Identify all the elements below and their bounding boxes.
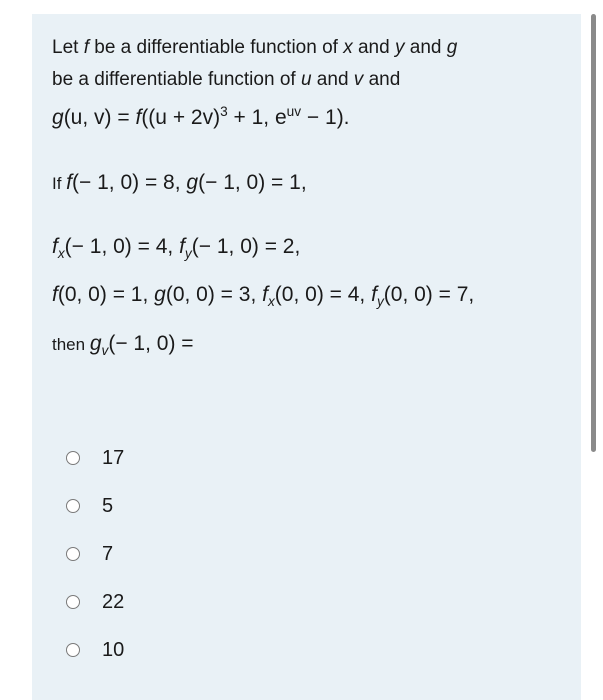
superscript: uv — [286, 104, 302, 119]
math-text: ((u + 2v) — [141, 106, 221, 129]
math-text: (− 1, 0) = — [108, 332, 194, 355]
option-label: 5 — [102, 494, 114, 517]
option-label: 22 — [102, 590, 125, 613]
text: be a differentiable function of — [52, 69, 301, 90]
text: If — [52, 174, 67, 193]
math-var: f — [52, 283, 58, 306]
math-text: + 1, e — [227, 106, 287, 129]
math-var: g — [154, 283, 166, 306]
option-10[interactable] — [66, 626, 124, 674]
math-text: (− 1, 0) = 4, — [64, 235, 180, 258]
math-text: (u, v) — [63, 106, 112, 129]
math-var: x — [343, 37, 353, 58]
question-line-3-definition — [52, 100, 350, 130]
math-text: (0, 0) = 3, — [165, 283, 263, 306]
math-var: u — [300, 69, 312, 90]
text: and — [311, 69, 354, 90]
radio-button-icon[interactable] — [66, 595, 80, 609]
question-line-4 — [52, 171, 307, 196]
math-text: (− 1, 0) = 8, — [72, 171, 187, 194]
math-var: g — [186, 171, 199, 194]
math-var: f — [66, 171, 73, 194]
math-text: (0, 0) = 7, — [383, 283, 475, 306]
math-text: (− 1, 0) = 1, — [198, 171, 307, 194]
math-var: g — [89, 332, 102, 355]
subscript: y — [376, 294, 384, 310]
option-5[interactable] — [66, 482, 124, 530]
radio-button-icon[interactable] — [66, 643, 80, 657]
math-var: y — [394, 37, 405, 58]
text: and — [363, 69, 401, 90]
subscript: v — [101, 343, 109, 359]
math-text: (0, 0) = 4, — [274, 283, 372, 306]
math-text: − 1). — [301, 106, 350, 129]
superscript: 3 — [220, 104, 228, 119]
text: and — [352, 37, 395, 58]
radio-button-icon[interactable] — [66, 499, 80, 513]
scrollbar[interactable] — [591, 14, 596, 452]
option-label: 7 — [102, 542, 114, 565]
radio-button-icon[interactable] — [66, 547, 80, 561]
option-label: 17 — [102, 446, 125, 469]
subscript: x — [267, 294, 275, 310]
question-line-2 — [52, 68, 400, 92]
math-var: g — [446, 37, 458, 58]
question-card — [32, 14, 581, 700]
math-text: (0, 0) = 1, — [57, 283, 155, 306]
text: be a differentiable function of — [88, 37, 344, 58]
text: Let — [52, 37, 84, 58]
math-text: = — [111, 106, 136, 129]
text: and — [404, 37, 447, 58]
math-var: f — [179, 235, 185, 258]
math-var: f — [52, 235, 58, 258]
option-17[interactable] — [66, 434, 124, 482]
question-line-5 — [52, 235, 300, 266]
answer-options — [66, 434, 124, 674]
radio-button-icon[interactable] — [66, 451, 80, 465]
option-22[interactable] — [66, 578, 124, 626]
question-line-6 — [52, 283, 474, 314]
option-7[interactable] — [66, 530, 124, 578]
question-line-7-prompt — [52, 332, 194, 363]
subscript: x — [57, 246, 65, 262]
math-var: f — [83, 37, 89, 58]
math-var: v — [353, 69, 364, 90]
math-text: (− 1, 0) = 2, — [191, 235, 301, 258]
question-line-1 — [52, 36, 457, 60]
math-var: f — [371, 283, 377, 306]
subscript: y — [184, 246, 192, 262]
math-var: g — [52, 106, 64, 129]
math-var: f — [262, 283, 268, 306]
option-label: 10 — [102, 638, 125, 661]
math-var: f — [135, 106, 142, 129]
text: then — [52, 335, 90, 354]
